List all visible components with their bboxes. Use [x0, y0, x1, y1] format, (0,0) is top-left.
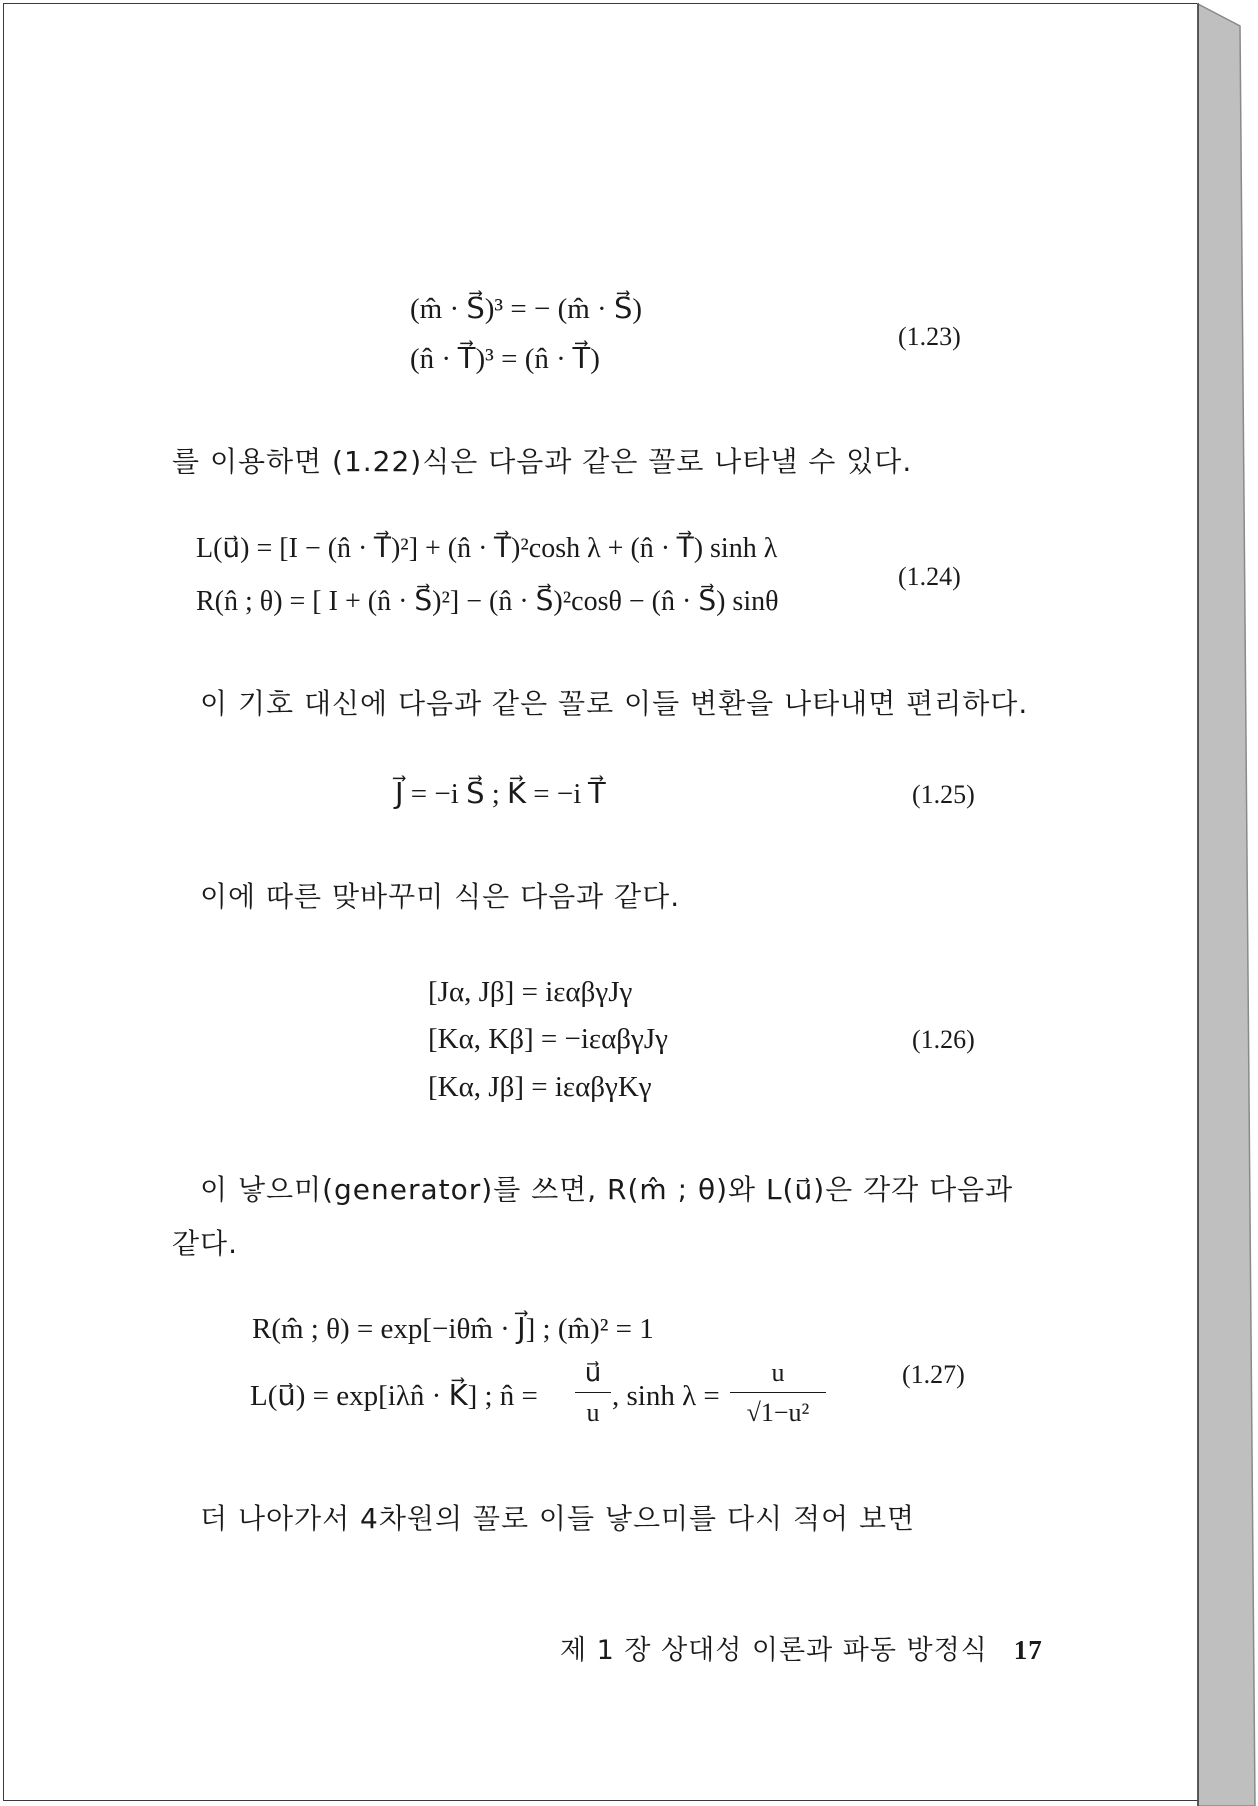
fraction-a-denominator: u	[586, 1398, 600, 1427]
equation-1-23-line-1: (m̂ · S⃗)³ = − (m̂ · S⃗)	[410, 293, 643, 325]
equation-1-24-line-2: R(n̂ ; θ) = [ I + (n̂ · S⃗)²] − (n̂ · S⃗)²cosθ − (n̂ · S⃗) sinθ	[196, 586, 779, 617]
paragraph-text: 이 낳으미(generator)를 쓰면, R(m̂ ; θ)와 L(u⃗)은 각각 다음과	[200, 1173, 1014, 1206]
chapter-title: 제 1 장 상대성 이론과 파동 방정식	[560, 1635, 988, 1666]
equation-number-1-23: (1.23)	[898, 322, 961, 351]
paragraph-text: 를 이용하면 (1.22)식은 다음과 같은 꼴로 나타낼 수 있다.	[172, 445, 913, 478]
paragraph-text: 이 기호 대신에 다음과 같은 꼴로 이들 변환을 나타내면 편리하다.	[200, 687, 1029, 720]
equation-1-25: J⃗ = −i S⃗ ; K⃗ = −i T⃗	[395, 778, 606, 810]
equation-number-1-26: (1.26)	[912, 1025, 975, 1054]
page-footer	[560, 1628, 1043, 1667]
fraction-a-bar	[575, 1392, 611, 1393]
fraction-b-bar	[730, 1392, 826, 1393]
equation-1-26-line-3: [Kα, Jβ] = iεαβγKγ	[428, 1071, 652, 1103]
equation-number-1-24: (1.24)	[898, 562, 961, 591]
equation-1-26-line-1: [Jα, Jβ] = iεαβγJγ	[428, 976, 633, 1008]
equation-1-23-line-2: (n̂ · T⃗)³ = (n̂ · T⃗)	[410, 343, 600, 375]
fraction-a-numerator: u⃗	[584, 1358, 602, 1387]
equation-1-27-line-1: R(m̂ ; θ) = exp[−iθm̂ · J⃗] ; (m̂)² = 1	[252, 1313, 654, 1345]
equation-number-1-25: (1.25)	[912, 780, 975, 809]
equation-1-27-line-2-part-1: L(u⃗) = exp[iλn̂ · K⃗] ; n̂ =	[250, 1380, 538, 1412]
paragraph-text: 이에 따른 맞바꾸미 식은 다음과 같다.	[200, 880, 681, 913]
equation-1-26-line-2: [Kα, Kβ] = −iεαβγJγ	[428, 1023, 668, 1055]
paragraph-text: 같다.	[172, 1227, 238, 1260]
paragraph-text: 더 나아가서 4차원의 꼴로 이들 낳으미를 다시 적어 보면	[200, 1502, 916, 1535]
fraction-b-denominator: √1−u²	[746, 1398, 810, 1427]
equation-number-1-27: (1.27)	[902, 1360, 965, 1389]
fraction-b-numerator: u	[771, 1358, 785, 1387]
equation-1-27-line-2-part-2: , sinh λ =	[612, 1380, 720, 1412]
page-number: 17	[1013, 1635, 1043, 1665]
equation-1-24-line-1: L(u⃗) = [I − (n̂ · T⃗)²] + (n̂ · T⃗)²cosh λ + (n̂ · T⃗) sinh λ	[196, 533, 778, 564]
